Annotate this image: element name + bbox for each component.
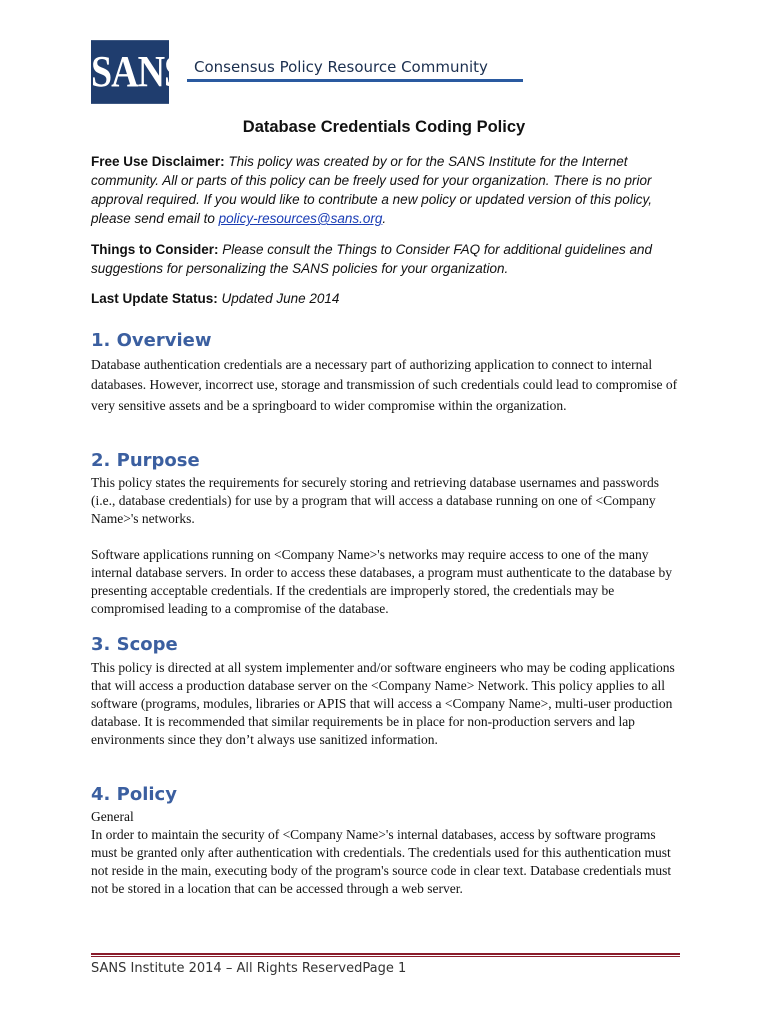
document-title: Database Credentials Coding Policy: [242, 118, 526, 136]
scope-heading: 3. Scope: [91, 634, 178, 655]
overview-heading: 1. Overview: [91, 330, 212, 351]
footer-rule: [91, 953, 680, 955]
footer-rule-thin: [91, 956, 680, 957]
purpose-text-1: This policy states the requirements for securely storing and retrieving database usernames and passwords (i.e., database credentials) for use by a program that will access a database running on one of <Company Name>'s networks.: [91, 475, 659, 526]
header-rule: [187, 79, 523, 82]
disclaimer-end: .: [382, 211, 387, 226]
policy-text: In order to maintain the security of <Company Name>'s internal databases, access by software programs must be granted only after authentication with credentials. The credentials used for this authentication must not reside in the main, executing body of the program's source code in clear text. Database credentials must not be stored in a location that can be accessed through a web server.: [91, 827, 672, 896]
policy-heading: 4. Policy: [91, 784, 177, 805]
overview-text: Database authentication credentials are a necessary part of authorizing application to connect to internal databases. However, incorrect use, storage and transmission of such credentials could lead to compromise of very sensitive assets and be a springboard to wider compromise within the organization.: [91, 357, 678, 413]
last-update-status: [91, 289, 691, 308]
footer-text: SANS Institute 2014 – All Rights ReservedPage 1: [91, 961, 407, 976]
consider-label: Things to Consider:: [91, 242, 219, 257]
policy-subheading: General: [91, 809, 134, 824]
status-label: Last Update Status:: [91, 291, 218, 306]
scope-text: This policy is directed at all system implementer and/or software engineers who may be coding applications that will access a production database server on the <Company Name> Network. This policy applies to all software (programs, modules, libraries or APIS that will access a <Company Name>, multi-user production database. It is recommended that similar requirements be in place for non-production servers and lap environments since they don’t always use sanitized information.: [91, 660, 675, 747]
consider-text: Please consult the Things to Consider FAQ for additional guidelines and suggestions for personalizing the SANS policies for your organization.: [91, 242, 653, 276]
purpose-text-2: Software applications running on <Company Name>'s networks may require access to one of the many internal database servers. In order to access these databases, a program must authenticate to the database by presenting acceptable credentials. If the credentials are improperly stored, the credentials may be compromised leading to a compromise of the database.: [91, 547, 673, 616]
purpose-heading: 2. Purpose: [91, 450, 200, 471]
disclaimer-email-link[interactable]: policy-resources@sans.org: [218, 211, 383, 226]
free-use-disclaimer: [91, 152, 691, 228]
things-to-consider: [91, 240, 691, 278]
header-title: Consensus Policy Resource Community: [194, 58, 488, 76]
disclaimer-text: This policy was created by or for the SANS Institute for the Internet community. All or parts of this policy can be freely used for your organization. There is no prior approval required. If you would like to contribute a new policy or updated version of this policy, please send email to: [91, 154, 653, 226]
status-text: Updated June 2014: [217, 291, 340, 306]
disclaimer-label: Free Use Disclaimer:: [91, 154, 225, 169]
sans-logo: SANS: [91, 40, 169, 104]
